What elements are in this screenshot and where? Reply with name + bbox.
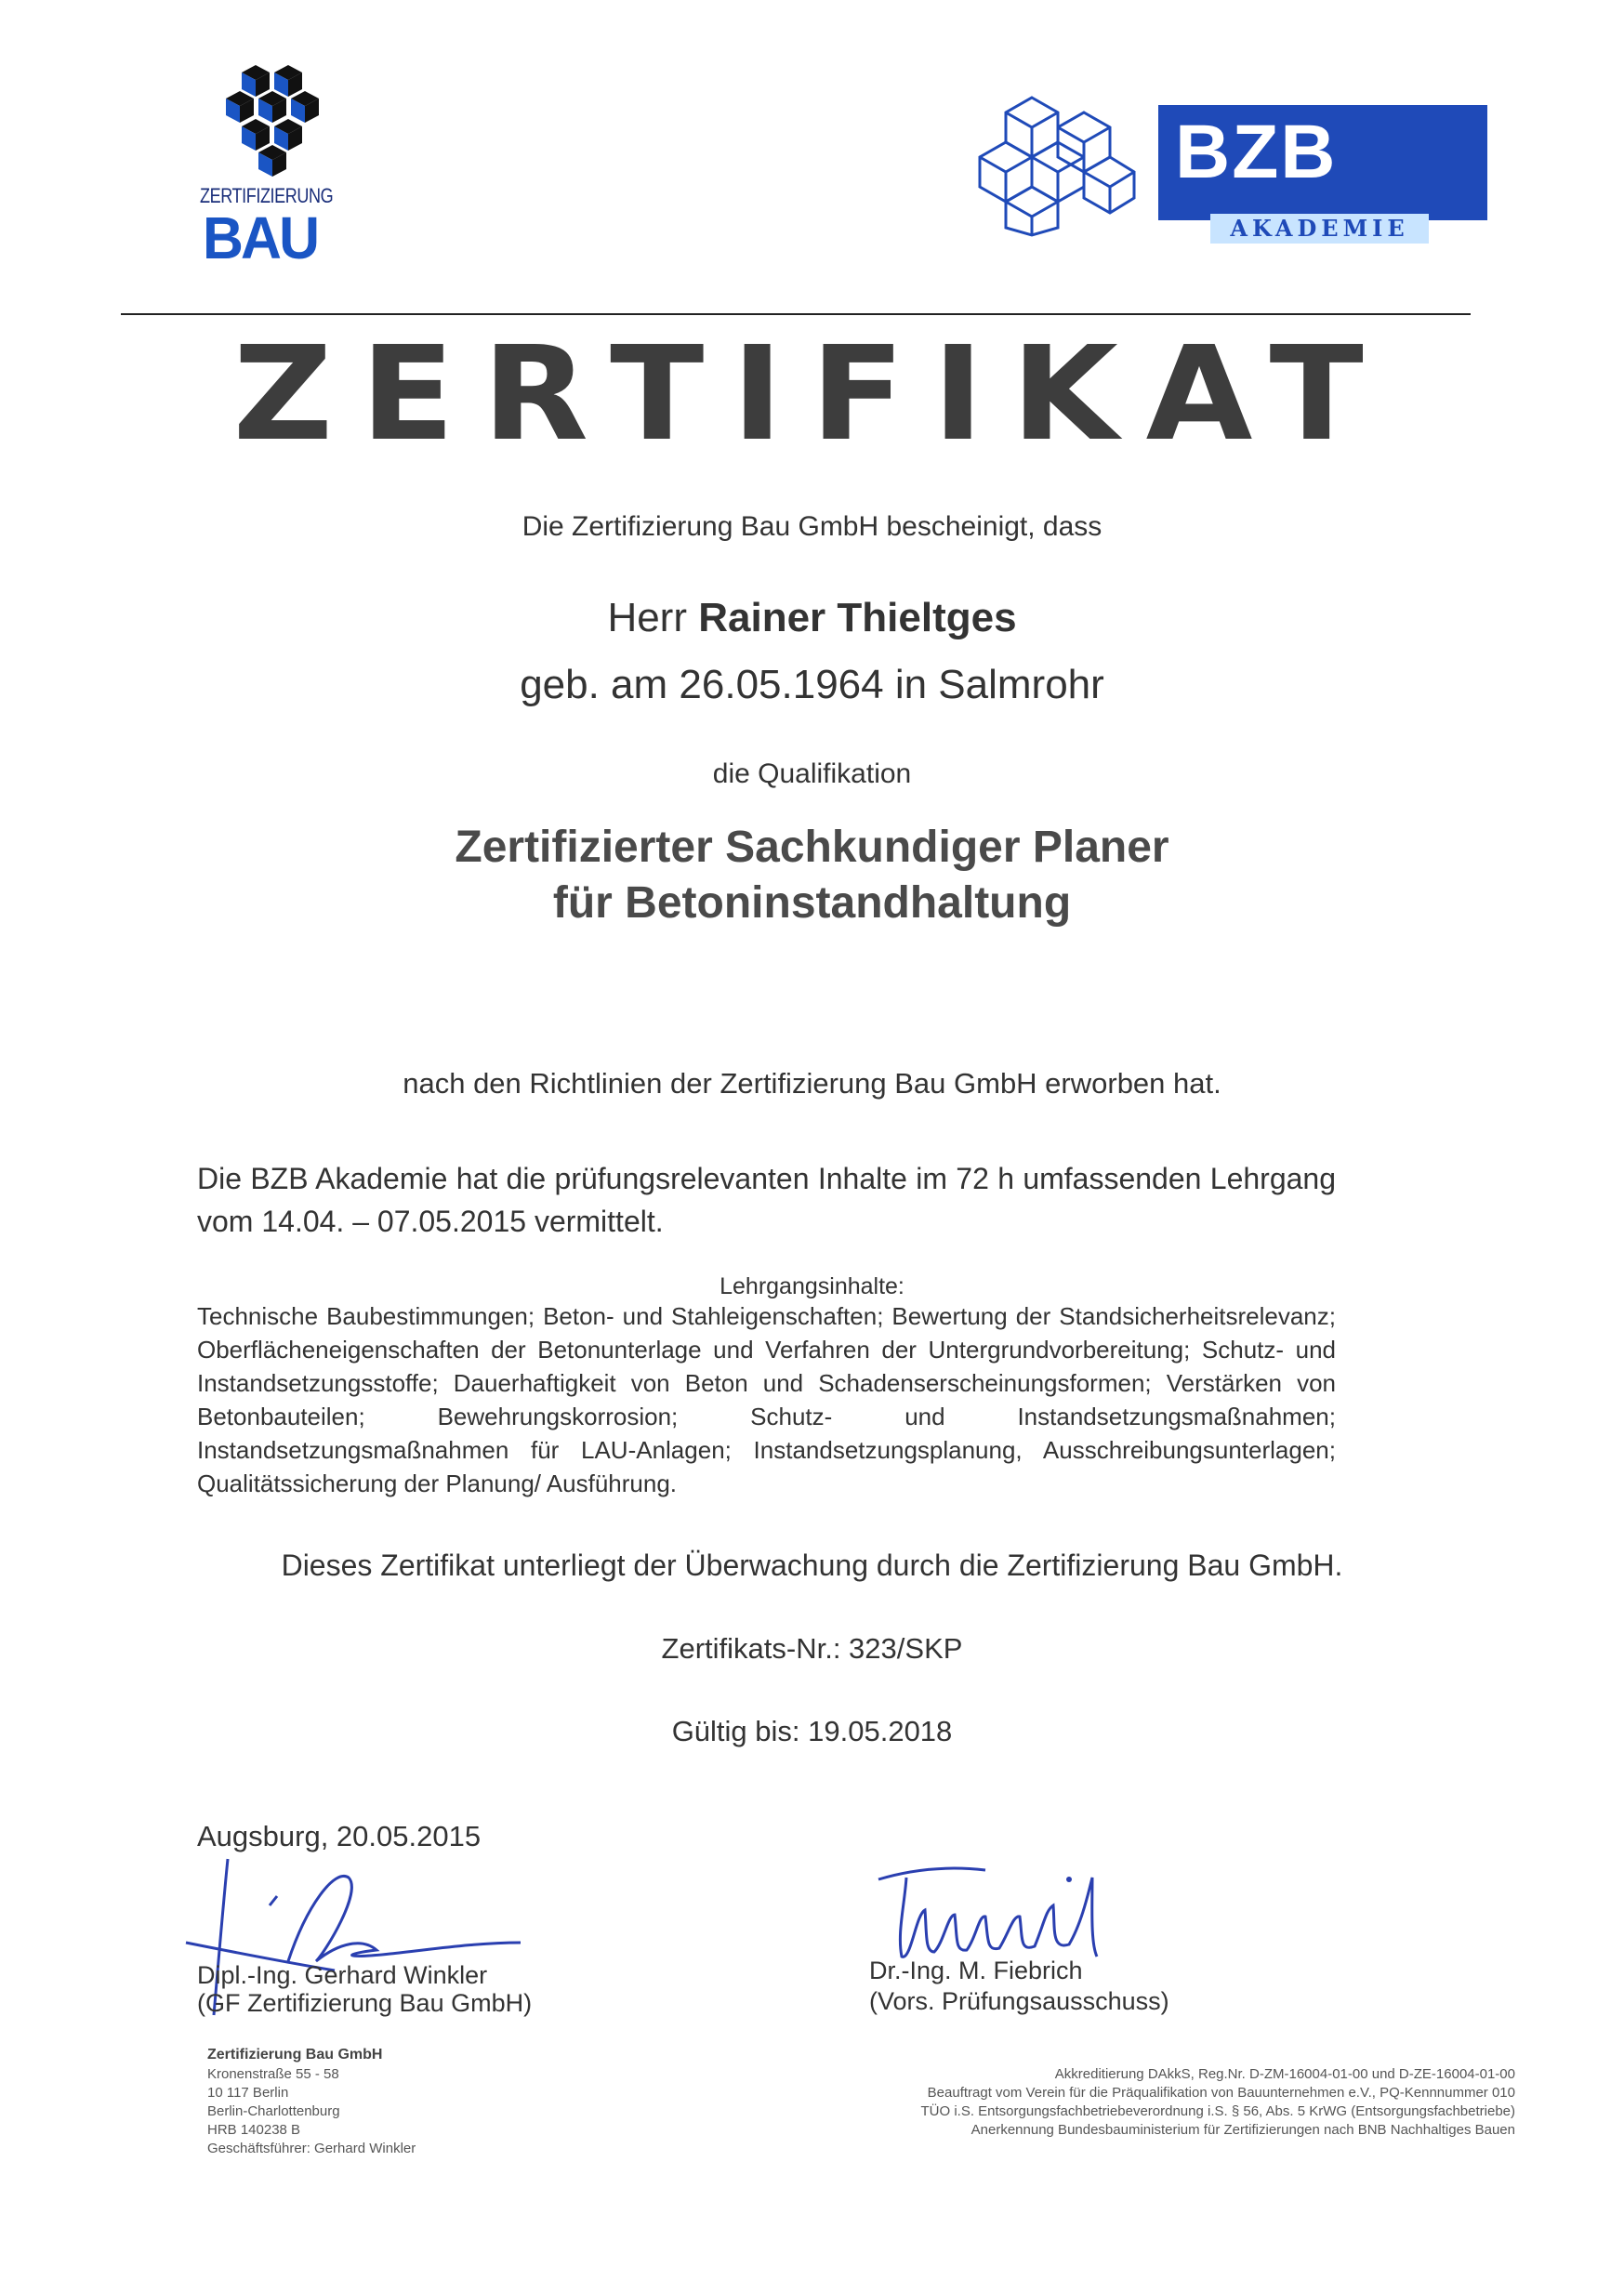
logo-left-bau: BAU: [203, 204, 318, 271]
acquired-text: nach den Richtlinien der Zertifizierung Bau GmbH erworben hat.: [403, 1067, 1221, 1100]
footer-right: [790, 2065, 1515, 2140]
bzb-akademie-logo: [957, 88, 1487, 242]
certificate-number: Zertifikats-Nr.: 323/SKP: [661, 1632, 963, 1665]
header-divider: [121, 313, 1471, 315]
footer-left-line: Berlin-Charlottenburg: [207, 2103, 340, 2119]
content-text: Technische Baubestimmungen; Beton- und Stahleigenschaften; Bewertung der Standsicherheitsrelevanz; Oberflächeneigenschaften der Betonunterlage und Verfahren der Untergrundvorbereitung; Schutz- und Instandsetzungsstoffe; Dauerhaftigkeit von Beton und Schadenserscheinungsformen; Verstärken von Betonbauteilen; Bewehrungskorrosion; Schutz- und Instandsetzungsmaßnahmen; Instandsetzungsmaßnahmen für LAU-Anlagen; Instandsetzungsplanung, Ausschreibungsunterlagen; Qualitätssicherung der Planung/ Ausführung.: [197, 1302, 1336, 1497]
footer-right-line: Akkreditierung DAkkS, Reg.Nr. D-ZM-16004-01-00 und D-ZE-16004-01-00: [1054, 2066, 1515, 2082]
signer-right-role: (Vors. Prüfungsausschuss): [869, 1987, 1169, 2015]
bzb-word: BZB: [1175, 110, 1338, 194]
footer-left-line: Geschäftsführer: Gerhard Winkler: [207, 2141, 416, 2156]
holder-salutation: Herr: [607, 595, 687, 640]
course-paragraph: Die BZB Akademie hat die prüfungsrelevanten Inhalte im 72 h umfassenden Lehrgang vom 14.04. – 07.05.2015 vermittelt.: [197, 1162, 1336, 1238]
cube-pattern-icon: [200, 65, 330, 184]
signer-right-name: Dr.-Ing. M. Fiebrich: [869, 1957, 1083, 1984]
logo-left-line1: ZERTIFIZIERUNG: [200, 184, 334, 207]
footer-right-line: TÜO i.S. Entsorgungsfachbetriebeverordnung i.S. § 56, Abs. 5 KrWG (Entsorgungsfachbetriebe): [920, 2103, 1515, 2119]
monitoring-text: Dieses Zertifikat unterliegt der Überwachung durch die Zertifizierung Bau GmbH.: [281, 1549, 1343, 1582]
signature-right: [869, 1859, 1120, 1970]
bzb-box: [1158, 105, 1487, 242]
holder-name: Rainer Thieltges: [698, 595, 1017, 640]
footer-left-line: 10 117 Berlin: [207, 2085, 289, 2101]
signer-left-role: (GF Zertifizierung Bau GmbH): [197, 1989, 533, 2017]
intro-text: Die Zertifizierung Bau GmbH bescheinigt, dass: [522, 511, 1102, 542]
zertifizierung-bau-logo: [200, 65, 334, 279]
holder-name-line: [0, 595, 1624, 641]
footer-right-line: Beauftragt vom Verein für die Präqualifikation von Bauunternehmen e.V., PQ-Kennnummer 010: [927, 2085, 1515, 2101]
footer-left-line: Kronenstraße 55 - 58: [207, 2066, 339, 2082]
holder-birth: geb. am 26.05.1964 in Salmrohr: [520, 662, 1104, 707]
qualification-line2: für Betoninstandhaltung: [552, 878, 1072, 928]
signer-left-name: Dipl.-Ing. Gerhard Winkler: [197, 1961, 488, 1989]
content-heading: Lehrgangsinhalte:: [720, 1273, 904, 1299]
hexagon-cubes-icon: [957, 88, 1143, 237]
valid-until: Gültig bis: 19.05.2018: [671, 1715, 953, 1747]
certificate-title: ZERTIFIKAT: [232, 319, 1392, 470]
footer-company: Zertifizierung Bau GmbH: [207, 2047, 383, 2063]
akademie-band: AKADEMIE: [1210, 214, 1429, 244]
qualification-intro: die Qualifikation: [712, 758, 912, 789]
footer-left: [207, 2045, 416, 2158]
footer-right-line: Anerkennung Bundesbauministerium für Zertifizierungen nach BNB Nachhaltiges Bauen: [970, 2122, 1515, 2138]
qualification-line1: Zertifizierter Sachkundiger Planer: [455, 823, 1169, 872]
place-date: Augsburg, 20.05.2015: [197, 1820, 482, 1852]
footer-left-line: HRB 140238 B: [207, 2122, 301, 2138]
